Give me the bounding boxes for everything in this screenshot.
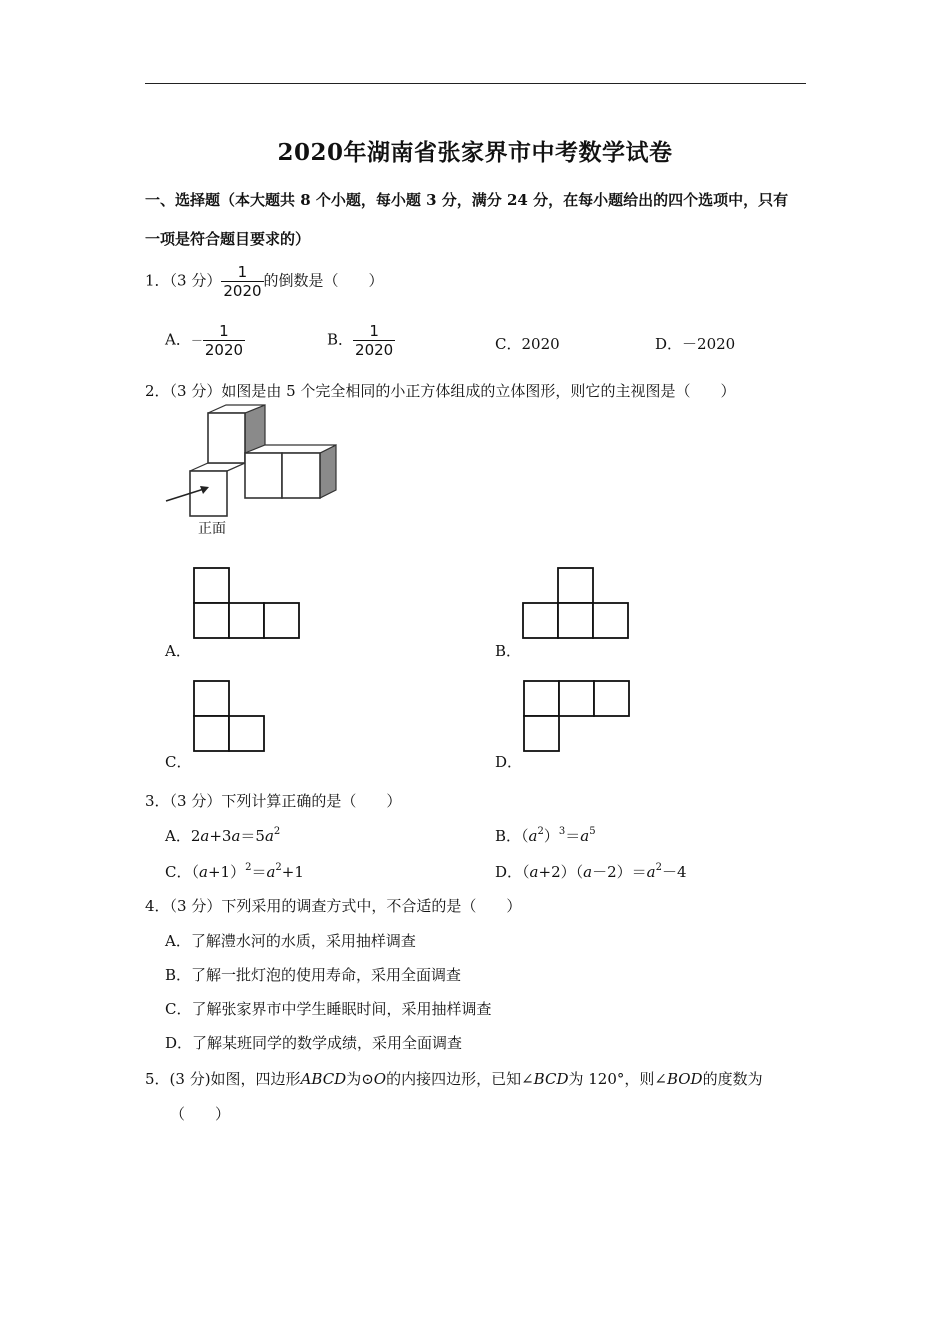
page-title: 2020年湖南省张家界市中考数学试卷: [277, 139, 673, 166]
question-1-prefix: 1．（3 分）: [145, 271, 222, 290]
front-view-label: 正面: [198, 521, 226, 537]
question-2: 2．（3 分）如图是由 5 个完全相同的小正方体组成的立体图形，则它的主视图是（ ）: [145, 382, 736, 400]
top-rule: [145, 83, 806, 84]
fraction-denominator: 2020: [204, 341, 244, 359]
cube-front: [190, 471, 227, 516]
q2-option-a-label: A．: [165, 642, 191, 660]
question-5-text: 为⊙: [346, 1070, 374, 1088]
question-4: 4．（3 分）下列采用的调查方式中，不合适的是（ ）: [145, 897, 522, 915]
fraction-numerator: 1: [353, 322, 395, 341]
cube-right: [282, 453, 320, 498]
q4-option-b: B．了解一批灯泡的使用寿命，采用全面调查: [165, 966, 462, 984]
q1-option-d: D．－2020: [655, 335, 736, 353]
option-label: C．: [165, 863, 192, 881]
q4-option-d: D．了解某班同学的数学成绩，采用全面调查: [165, 1034, 463, 1052]
q2-option-a-figure: [194, 568, 302, 640]
circle-name: O: [373, 1070, 387, 1088]
angle-name: BCD: [533, 1070, 569, 1088]
q4-option-c: C．了解张家界市中学生睡眠时间，采用抽样调查: [165, 1000, 492, 1018]
option-label: B．: [327, 330, 354, 349]
q3-option-c: C．$(a+1)^2=a^2+1$: [165, 862, 304, 881]
question-5-text: 的内接四边形，已知∠: [386, 1070, 534, 1088]
q2-option-c-figure: [194, 681, 266, 753]
option-label: A．: [165, 827, 191, 845]
question-1: [145, 263, 384, 300]
quadrilateral-name: ABCD: [300, 1070, 347, 1088]
fraction-numerator: 1: [221, 263, 263, 282]
fraction-denominator: 2020: [355, 341, 394, 359]
question-5-paren: （ ）: [170, 1105, 231, 1123]
q3-option-b: B．$(a^2)^3=a^5$: [495, 826, 596, 845]
question-5-text: 为 120°，则∠: [568, 1070, 667, 1088]
section-heading-line1: 一、选择题（本大题共 8 个小题，每小题 3 分，满分 24 分，在每小题给出的四个选项中，只有: [145, 191, 789, 209]
option-fraction: [203, 322, 245, 359]
q4-option-a: A．了解澧水河的水质，采用抽样调查: [165, 932, 416, 950]
q1-option-a: [165, 322, 245, 359]
q2-option-b-label: B．: [495, 642, 522, 660]
q1-option-b: [327, 322, 395, 359]
question-1-fraction: [221, 263, 263, 300]
fraction-denominator: 2020: [223, 282, 262, 300]
q2-option-b-figure: [523, 568, 631, 640]
angle-name: BOD: [666, 1070, 703, 1088]
cubes-3d-figure: [160, 405, 350, 545]
q1-option-c: C．2020: [495, 335, 560, 353]
option-sign: －: [190, 333, 203, 348]
cube-right-side: [320, 445, 336, 498]
section-heading-line2: 一项是符合题目要求的）: [145, 230, 311, 248]
option-label: B．: [495, 827, 522, 845]
fraction-numerator: 1: [203, 322, 245, 341]
option-fraction: [353, 322, 395, 359]
question-5-suffix: 的度数为: [702, 1070, 763, 1088]
q2-option-d-label: D．: [495, 753, 523, 771]
cube-upper: [208, 413, 245, 463]
q3-option-a: A．$2a+3a=5a^2$: [165, 826, 281, 845]
option-label: A．: [165, 330, 191, 349]
q2-option-d-figure: [524, 681, 632, 753]
question-1-suffix: 的倒数是（ ）: [263, 271, 384, 290]
q3-option-d: D．$(a+2)(a-2)=a^2-4$: [495, 862, 687, 881]
question-5-prefix: 5．(3 分)如图，四边形: [145, 1070, 301, 1088]
question-5: [145, 1068, 763, 1089]
cube-middle: [245, 453, 282, 498]
question-3: 3．（3 分）下列计算正确的是（ ）: [145, 792, 402, 810]
q2-option-c-label: C．: [165, 753, 192, 771]
option-label: D．: [495, 863, 523, 881]
